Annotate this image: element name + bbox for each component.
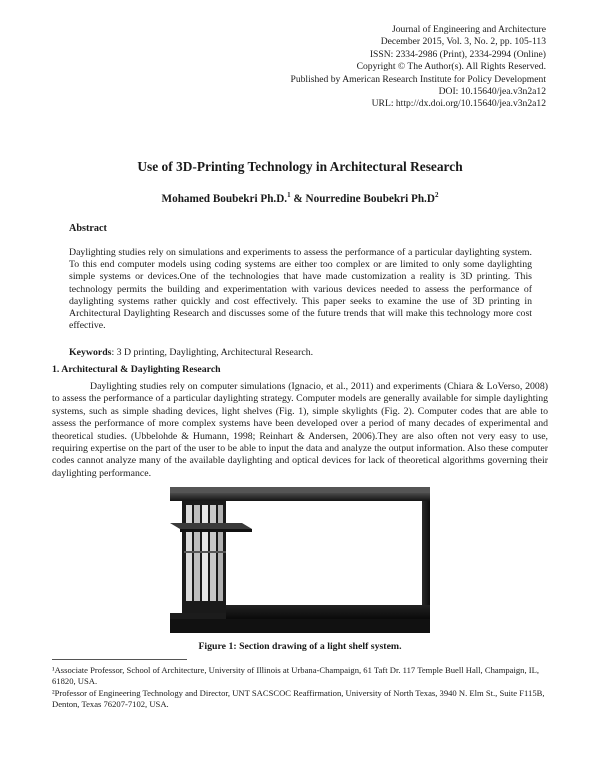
journal-url[interactable]: URL: http://dx.doi.org/10.15640/jea.v3n2a12	[371, 98, 546, 110]
footnote-divider	[52, 659, 187, 660]
keywords-label: Keywords	[69, 347, 112, 358]
journal-issn: ISSN: 2334-2986 (Print), 2334-2994 (Online)	[369, 48, 546, 60]
light-shelf-section-drawing	[170, 487, 430, 633]
footnote-2: ²Professor of Engineering Technology and Director, UNT SACSCOC Reaffirmation, University of North Texas, 3940 N. Elm St., Suite F115B, Denton, Texas 76207-7102, USA.	[52, 688, 545, 709]
figure-1-caption: Figure 1: Section drawing of a light shelf system.	[198, 641, 402, 652]
author-2: Nourredine Boubekri Ph.D	[305, 193, 435, 205]
ceiling-slab	[170, 487, 430, 501]
journal-doi: DOI: 10.15640/jea.v3n2a12	[438, 86, 546, 98]
abstract-text: Daylighting studies rely on simulations and experiments to assess the performance of a particular daylighting system. To this end computer models using coding systems are either too complex or are limited to only some daylighting simple systems or devices.One of the technologies that have made customization a reality is 3D printing. This technology permits the building and experimentation with various devices needed to assess the performance of daylighting systems rather quickly and cost effectively. This paper seeks to examine the use of 3D printing in Architectural Daylighting Research and discusses some of the future trends that will make this technology more cost effective.	[69, 247, 532, 332]
glazed-facade	[182, 501, 226, 619]
section-1-body: Daylighting studies rely on computer simulations (Ignacio, et al., 2011) and experiments (Chiara & LoVerso, 2008) to assess the performance of a particular daylighting strategy. Computer models are generally available for simple daylighting systems, such as simple shading devices, light shelves (Fig. 1), simple skylights (Fig. 2). Computer codes that are able to assess the performance of more complex systems have been developed over a period of many decades of experimental and theoretical studies. (Ubbelohde & Humann, 1998; Reinhart & Andersen, 2006).They are also often not very easy to use, requiring expertise on the part of the user to be able to input the data and analyze the output information. Also these computer codes cannot analyze many of the available daylighting and optical devices for lack of theoretical algorithms governing their daylighting performance.	[52, 381, 548, 479]
light-shelf	[170, 523, 252, 532]
journal-issue: December 2015, Vol. 3, No. 2, pp. 105-113	[380, 36, 546, 48]
keywords	[69, 347, 313, 358]
author-line	[0, 193, 600, 205]
author-1-footnote-mark: 1	[287, 191, 291, 199]
journal-header	[290, 24, 546, 111]
author-separator: &	[290, 193, 306, 205]
journal-name: Journal of Engineering and Architecture	[392, 24, 546, 35]
footnote-1: ¹Associate Professor, School of Architecture, University of Illinois at Urbana-Champaign, 61 Taft Dr. 117 Temple Buell Hall, Champaign, IL, 61820, USA.	[52, 665, 540, 686]
section-1-heading: 1. Architectural & Daylighting Research	[52, 364, 221, 375]
back-wall	[422, 501, 430, 613]
author-1: Mohamed Boubekri Ph.D.	[161, 193, 288, 205]
paper-title: Use of 3D-Printing Technology in Architectural Research	[137, 159, 463, 174]
keywords-text: : 3 D printing, Daylighting, Architectural Research.	[111, 347, 314, 358]
abstract-heading: Abstract	[69, 223, 107, 234]
author-2-footnote-mark: 2	[434, 191, 439, 199]
journal-copyright: Copyright © The Author(s). All Rights Reserved.	[356, 61, 546, 73]
journal-publisher: Published by American Research Institute for Policy Development	[290, 73, 546, 85]
